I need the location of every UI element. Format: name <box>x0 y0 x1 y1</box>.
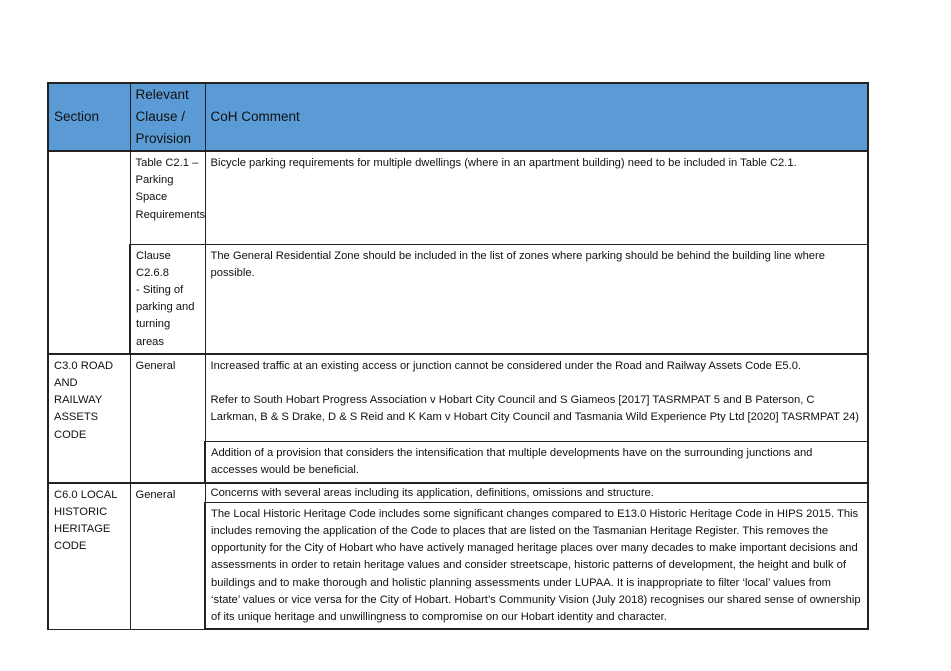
section-line: AND RAILWAY <box>54 376 103 407</box>
table-row <box>48 354 868 442</box>
comment-paragraph: Increased traffic at an existing access or junction cannot be considered under the Road and Railway Assets Code E5.0. <box>210 359 802 372</box>
section-cell <box>48 483 130 630</box>
table-row <box>48 483 868 503</box>
comment-cell <box>205 354 868 442</box>
clause-cell: General <box>130 354 205 483</box>
header-clause-line: Clause / <box>135 109 186 124</box>
header-section: Section <box>48 83 130 151</box>
header-row <box>48 83 868 151</box>
section-line: HERITAGE <box>54 523 111 536</box>
comments-table <box>47 82 869 630</box>
table-row <box>48 151 868 244</box>
comment-cell: Addition of a provision that considers the intensification that multiple developments have on the surrounding junctions and accesses would be beneficial. <box>205 442 868 483</box>
section-cell <box>48 151 130 354</box>
section-line: CODE <box>54 540 87 553</box>
header-comment: CoH Comment <box>205 83 868 151</box>
table-row <box>48 244 868 354</box>
section-line: C6.0 LOCAL <box>54 488 118 501</box>
section-line: ASSETS CODE <box>54 411 99 441</box>
clause-line: Clause C2.6.8 <box>136 249 171 279</box>
section-line: HISTORIC <box>54 505 108 518</box>
comment-cell: Concerns with several areas including its application, definitions, omissions and structure. <box>205 483 868 503</box>
comment-cell: Bicycle parking requirements for multiple dwellings (where in an apartment building) need to be included in Table C2.1. <box>205 151 868 244</box>
clause-line: - Siting of <box>136 283 184 296</box>
clause-cell: General <box>130 483 205 630</box>
header-clause-line: Provision <box>135 131 192 146</box>
comment-cell: The General Residential Zone should be included in the list of zones where parking should be behind the building line where possible. <box>205 244 868 354</box>
clause-cell <box>130 244 205 354</box>
clause-line: turning areas <box>136 318 171 348</box>
comment-cell: The Local Historic Heritage Code includes some significant changes compared to E13.0 Historic Heritage Code in HIPS 2015. This includes removing the application of the Code to places that are listed on the Tasmanian Heritage Register. This removes the opportunity for the City of Hobart who have actively managed heritage places over many decades to make important decisions and assessments in order to retain heritage values and consider streetscape, historic patterns of development, the height and bulk of buildings and to make thorough and holistic planning assessments under LUPAA. It is inappropriate to filter ‘local’ values from ‘state’ values or vice versa for the City of Hobart. Hobart’s Community Vision (July 2018) recognises our shared sense of ownership of its unique heritage and unwillingness to compromise on our Hobart identity and character. <box>205 502 868 629</box>
header-clause-line: Relevant <box>135 87 189 102</box>
clause-line: Parking Space <box>135 174 174 204</box>
clause-cell <box>130 151 205 244</box>
clause-line: Requirements <box>135 208 206 221</box>
section-line: C3.0 ROAD <box>54 359 114 372</box>
clause-line: parking and <box>136 301 195 314</box>
comment-paragraph: Refer to South Hobart Progress Association v Hobart City Council and S Giameos [2017] TASRMPAT 5 and B Paterson, C Larkman, B & S Drake, D & S Reid and K Kam v Hobart City Council and Tasmania Wild Experience Pty Ltd [2020] TASRMPAT 24) <box>210 393 860 424</box>
clause-line: Table C2.1 – <box>135 157 199 169</box>
section-cell <box>48 354 130 483</box>
header-clause <box>130 83 205 151</box>
